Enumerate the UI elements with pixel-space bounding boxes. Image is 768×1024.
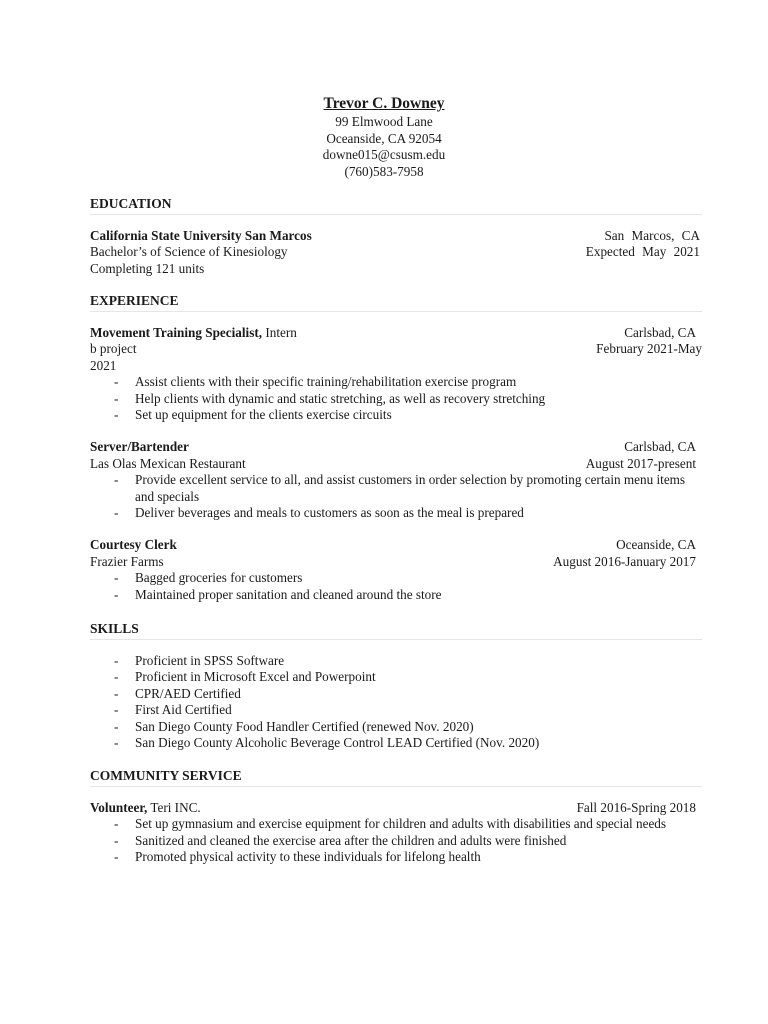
applicant-name: Trevor C. Downey — [323, 95, 445, 112]
job-org-row — [90, 456, 702, 472]
list-item: - Proficient in SPSS Software — [90, 653, 702, 669]
education-section — [90, 195, 702, 277]
job-role: Intern — [262, 325, 297, 340]
job-bullets — [90, 570, 702, 603]
skills-section — [90, 620, 702, 751]
job-organization: b project — [90, 341, 137, 357]
experience-section — [90, 292, 702, 603]
job-org-row — [90, 554, 702, 570]
job-dates: August 2017-present — [585, 455, 696, 471]
job-title-row — [90, 325, 702, 341]
list-item: - Deliver beverages and meals to customers as soon as the meal is prepared — [90, 505, 690, 521]
job-organization: Las Olas Mexican Restaurant — [90, 455, 246, 471]
list-item: - Assist clients with their specific training/rehabilitation exercise program — [90, 374, 702, 390]
address-line-2: Oceanside, CA 92054 — [326, 130, 442, 146]
expected-graduation: Expected May 2021 — [585, 244, 700, 260]
job-title-row — [90, 439, 702, 455]
list-item: - Help clients with dynamic and static stretching, as well as recovery stretching — [90, 391, 702, 407]
list-item: - Proficient in Microsoft Excel and Powerpoint — [90, 669, 702, 685]
volunteer-row — [90, 800, 702, 816]
section-title-community-service: COMMUNITY SERVICE — [90, 767, 702, 787]
school-location: San Marcos, CA — [604, 228, 700, 243]
resume-header — [0, 94, 768, 180]
job-entry — [90, 325, 702, 423]
list-item: - CPR/AED Certified — [90, 686, 702, 702]
list-item: - San Diego County Alcoholic Beverage Control LEAD Certified (Nov. 2020) — [90, 735, 702, 751]
volunteer-title: Volunteer, — [90, 800, 148, 815]
list-item: - Promoted physical activity to these individuals for lifelong health — [90, 849, 702, 865]
section-title-education: EDUCATION — [90, 195, 702, 215]
job-dates-continued: 2021 — [90, 357, 117, 373]
job-bullets — [90, 472, 690, 521]
phone: (760)583-7958 — [344, 163, 424, 179]
list-item: - Set up equipment for the clients exercise circuits — [90, 407, 702, 423]
job-location: Carlsbad, CA — [624, 325, 696, 340]
job-dates: August 2016-January 2017 — [553, 553, 696, 569]
job-entry — [90, 537, 702, 603]
education-school-row — [90, 228, 702, 244]
job-organization: Frazier Farms — [90, 553, 164, 569]
school-name: California State University San Marcos — [90, 228, 312, 243]
address-line-1: 99 Elmwood Lane — [335, 114, 433, 129]
job-org-row — [90, 341, 702, 357]
volunteer-organization: Teri INC. — [147, 800, 201, 815]
units: Completing 121 units — [90, 260, 205, 276]
list-item: - Provide excellent service to all, and assist customers in order selection by promoting certain menu items and specials — [90, 472, 690, 505]
email: downe015@csusm.edu — [322, 147, 446, 162]
degree: Bachelor’s of Science of Kinesiology — [90, 244, 288, 260]
list-item: - Maintained proper sanitation and cleaned around the store — [90, 587, 702, 603]
list-item: - Set up gymnasium and exercise equipment for children and adults with disabilities and special needs — [90, 816, 702, 832]
list-item: - San Diego County Food Handler Certified (renewed Nov. 2020) — [90, 719, 702, 735]
volunteer-dates: Fall 2016-Spring 2018 — [576, 800, 696, 815]
list-item: - Bagged groceries for customers — [90, 570, 702, 586]
job-location: Carlsbad, CA — [624, 439, 696, 455]
volunteer-bullets — [90, 816, 702, 865]
section-title-skills: SKILLS — [90, 620, 702, 640]
list-item: - First Aid Certified — [90, 702, 702, 718]
job-title: Server/Bartender — [90, 439, 189, 455]
job-title-row — [90, 537, 702, 553]
section-title-experience: EXPERIENCE — [90, 292, 702, 312]
job-title: Courtesy Clerk — [90, 537, 177, 553]
job-location: Oceanside, CA — [616, 537, 696, 553]
list-item: - Sanitized and cleaned the exercise area after the children and adults were finished — [90, 833, 702, 849]
job-dates: February 2021-May — [596, 341, 702, 357]
community-service-section — [90, 767, 702, 866]
job-entry — [90, 439, 702, 521]
skills-list — [90, 653, 702, 751]
job-bullets — [90, 374, 702, 423]
education-degree-row — [90, 244, 702, 260]
job-title: Movement Training Specialist, — [90, 325, 263, 340]
